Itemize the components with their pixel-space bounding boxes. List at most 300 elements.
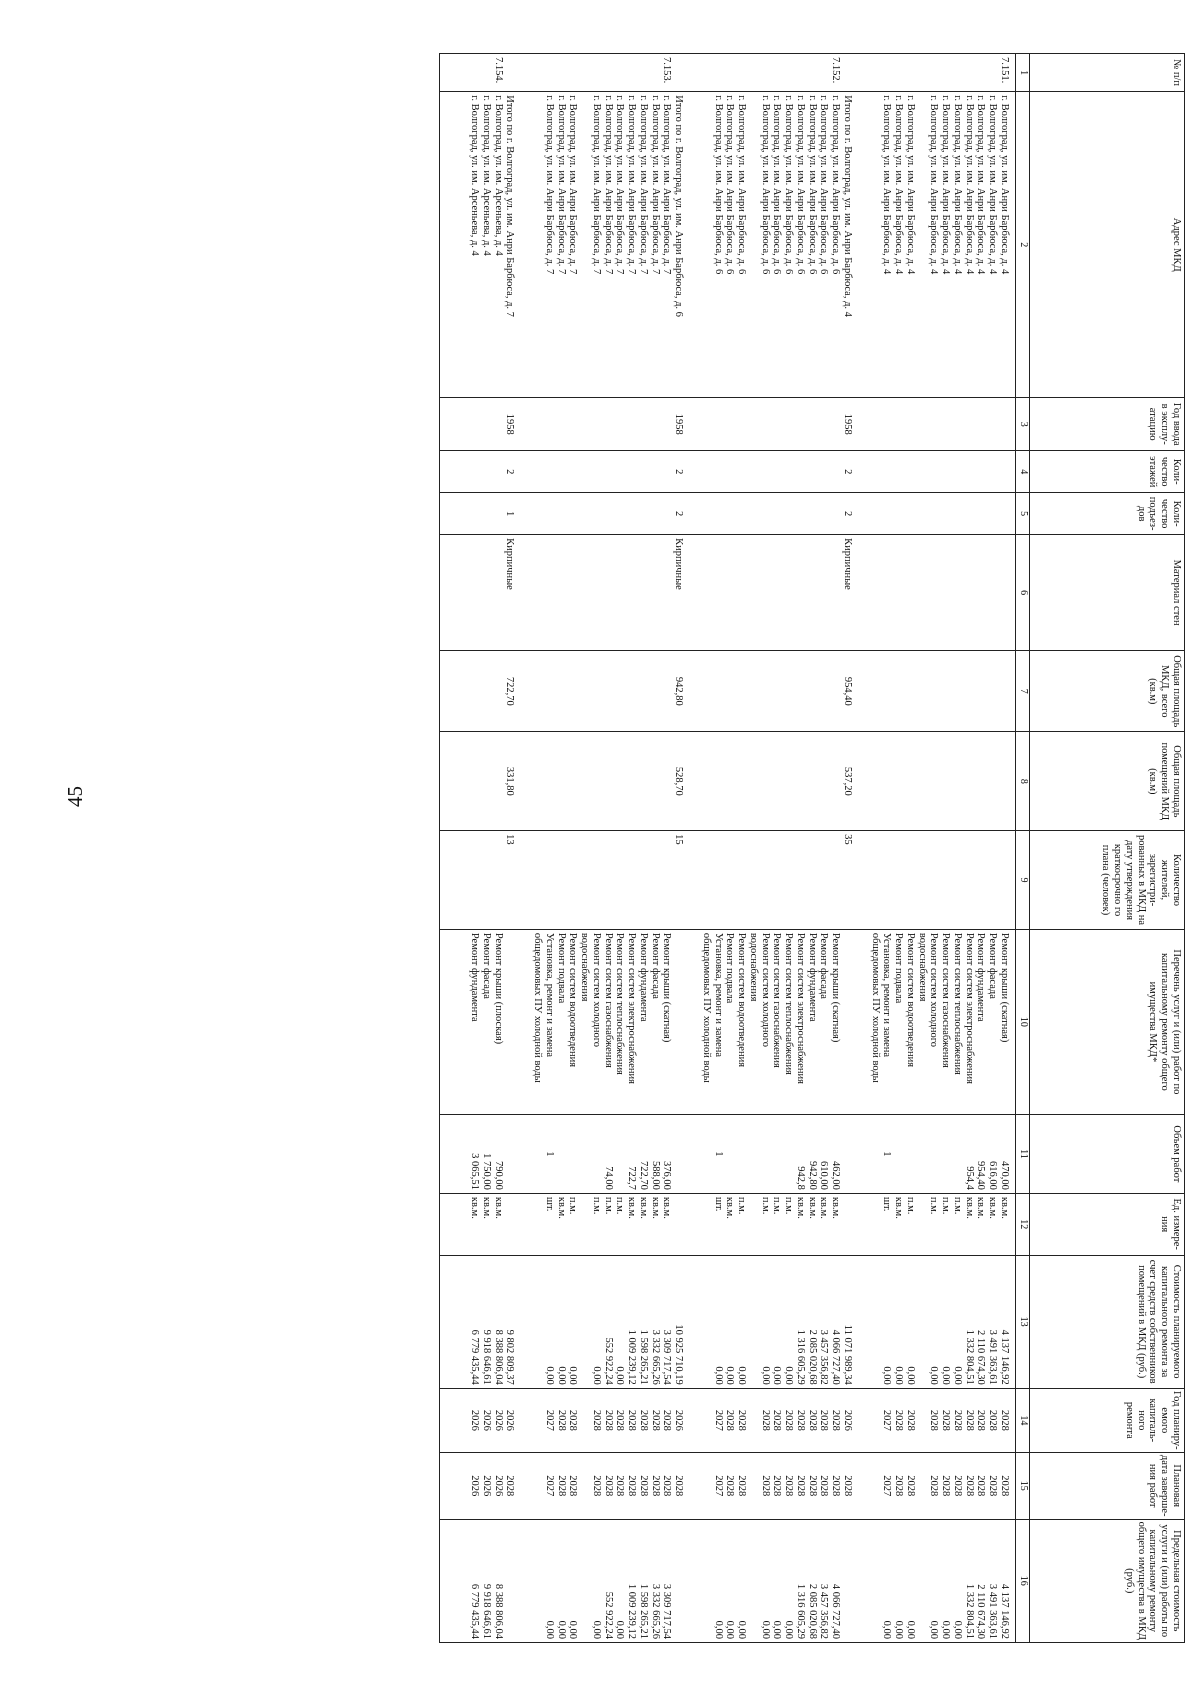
- cell-col-11: [673, 1114, 701, 1193]
- cell-col-11: [916, 1114, 940, 1193]
- cell-col-12: п.м.: [916, 1193, 940, 1255]
- cell-col-9: [747, 831, 771, 930]
- cell-col-13: 0,00: [940, 1255, 952, 1388]
- cell-col-1: [893, 54, 905, 92]
- column-number-13: 13: [1016, 1255, 1030, 1388]
- cell-col-11: [951, 1114, 963, 1193]
- cell-col-8: [830, 732, 842, 831]
- cell-col-1: [567, 54, 579, 92]
- cell-col-5: [951, 493, 963, 535]
- cell-col-6: [614, 535, 626, 651]
- cell-col-8: [555, 732, 567, 831]
- cell-col-8: [818, 732, 830, 831]
- cell-col-1: [480, 54, 492, 92]
- cell-col-2: г. Волгоград, ул. им. Анри Барбюса, д. 7: [649, 92, 661, 398]
- cell-col-6: [869, 535, 893, 651]
- cell-col-13: 6 779 435,44: [440, 1255, 481, 1388]
- cell-col-1: [841, 54, 869, 92]
- cell-col-1: [963, 54, 975, 92]
- cell-col-2: г. Волгоград, ул. им. Арсеньева, д. 4: [440, 92, 481, 398]
- cell-col-14: 2028: [830, 1388, 842, 1452]
- cell-col-5: [626, 493, 638, 535]
- cell-col-2: г. Волгоград, ул. им. Анри Барбюса, д. 7: [567, 92, 579, 398]
- cell-col-14: 2028: [567, 1388, 579, 1452]
- cell-col-3: [998, 398, 1015, 451]
- cell-col-11: [579, 1114, 603, 1193]
- cell-col-3: [637, 398, 649, 451]
- cell-col-8: [975, 732, 987, 831]
- cell-col-8: [440, 732, 481, 831]
- cell-col-15: 2028: [916, 1452, 940, 1519]
- cell-col-5: [818, 493, 830, 535]
- cell-col-14: 2027: [700, 1388, 724, 1452]
- cell-col-6: [602, 535, 614, 651]
- cell-col-2: г. Волгоград, ул. им. Анри Барбюса, д. 7: [532, 92, 556, 398]
- cell-col-7: [440, 651, 481, 732]
- cell-col-12: кв.м.: [998, 1193, 1015, 1255]
- cell-col-15: 2028: [504, 1452, 532, 1519]
- cell-col-13: 1 316 605,29: [794, 1255, 806, 1388]
- cell-col-11: 588,00: [649, 1114, 661, 1193]
- cell-col-2: г. Волгоград, ул. им. Анри Барбюса, д. 4: [916, 92, 940, 398]
- total-row: [504, 54, 532, 1643]
- cell-col-13: 11 071 989,34: [841, 1255, 869, 1388]
- cell-col-7: [614, 651, 626, 732]
- column-number-10: 10: [1016, 929, 1030, 1114]
- cell-col-14: 2028: [783, 1388, 795, 1452]
- cell-col-10: Ремонт подвала: [893, 929, 905, 1114]
- cell-col-11: 722,70: [637, 1114, 649, 1193]
- cell-col-5: [963, 493, 975, 535]
- cell-col-7: [904, 651, 916, 732]
- cell-col-12: п.м.: [747, 1193, 771, 1255]
- cell-col-8: [602, 732, 614, 831]
- cell-col-3: [916, 398, 940, 451]
- cell-col-15: 2028: [626, 1452, 638, 1519]
- cell-col-16: [673, 1519, 701, 1642]
- cell-col-5: [579, 493, 603, 535]
- cell-col-12: шт.: [700, 1193, 724, 1255]
- cell-col-15: 2028: [963, 1452, 975, 1519]
- cell-col-16: 3 332 665,26: [649, 1519, 661, 1642]
- cell-col-13: 0,00: [893, 1255, 905, 1388]
- cell-col-8: [649, 732, 661, 831]
- cell-col-16: 2 085 020,68: [806, 1519, 818, 1642]
- cell-col-13: 0,00: [700, 1255, 724, 1388]
- cell-col-7: [987, 651, 999, 732]
- cell-col-11: 376,00: [661, 1114, 673, 1193]
- cell-col-14: 2028: [806, 1388, 818, 1452]
- cell-col-2: г. Волгоград, ул. им. Анри Барбюса, д. 6: [700, 92, 724, 398]
- cell-col-12: п.м.: [771, 1193, 783, 1255]
- cell-col-9: [602, 831, 614, 930]
- cell-col-13: 552 922,24: [602, 1255, 614, 1388]
- cell-col-7: [661, 651, 673, 732]
- column-number-8: 8: [1016, 732, 1030, 831]
- cell-col-5: [649, 493, 661, 535]
- table-row: [626, 54, 638, 1643]
- cell-col-12: кв.м.: [987, 1193, 999, 1255]
- cell-col-7: 942,80: [673, 651, 701, 732]
- cell-col-14: 2026: [492, 1388, 504, 1452]
- cell-col-7: [806, 651, 818, 732]
- cell-col-12: п.м.: [940, 1193, 952, 1255]
- cell-col-6: [579, 535, 603, 651]
- cell-col-8: [480, 732, 492, 831]
- cell-col-10: Ремонт систем газоснабжения: [602, 929, 614, 1114]
- cell-col-9: [736, 831, 748, 930]
- cell-col-16: 2 110 674,30: [975, 1519, 987, 1642]
- cell-col-10: Ремонт систем холодного водоснабжения: [747, 929, 771, 1114]
- column-header-1: № п/п: [1030, 54, 1185, 92]
- cell-col-4: [830, 451, 842, 493]
- cell-col-10: Ремонт систем теплоснабжения: [951, 929, 963, 1114]
- table-row: [747, 54, 771, 1643]
- cell-col-5: [975, 493, 987, 535]
- column-number-1: 1: [1016, 54, 1030, 92]
- cell-col-9: [555, 831, 567, 930]
- cell-col-11: 942,8: [794, 1114, 806, 1193]
- cell-col-5: [869, 493, 893, 535]
- cell-col-1: [904, 54, 916, 92]
- cell-col-10: Ремонт фундамента: [975, 929, 987, 1114]
- cell-col-11: 790,00: [492, 1114, 504, 1193]
- column-number-15: 15: [1016, 1452, 1030, 1519]
- table-row: [700, 54, 724, 1643]
- cell-col-16: 0,00: [700, 1519, 724, 1642]
- cell-col-3: [567, 398, 579, 451]
- cell-col-4: [794, 451, 806, 493]
- cell-col-4: 2: [504, 451, 532, 493]
- cell-col-9: [661, 831, 673, 930]
- cell-col-6: [783, 535, 795, 651]
- table-row: [736, 54, 748, 1643]
- cell-col-16: 3 309 717,54: [661, 1519, 673, 1642]
- cell-col-6: [940, 535, 952, 651]
- cell-col-2: г. Волгоград, ул. им. Анри Барбюса, д. 6: [818, 92, 830, 398]
- cell-col-1: [614, 54, 626, 92]
- cell-col-14: 2028: [602, 1388, 614, 1452]
- table-row: [830, 54, 842, 1643]
- cell-col-6: [440, 535, 481, 651]
- cell-col-12: шт.: [532, 1193, 556, 1255]
- cell-col-11: 616,00: [987, 1114, 999, 1193]
- cell-col-7: [567, 651, 579, 732]
- cell-col-9: [626, 831, 638, 930]
- cell-col-4: [532, 451, 556, 493]
- cell-col-12: кв.м.: [649, 1193, 661, 1255]
- cell-col-13: 0,00: [532, 1255, 556, 1388]
- cell-col-15: 2028: [975, 1452, 987, 1519]
- cell-col-16: 0,00: [555, 1519, 567, 1642]
- cell-col-13: 0,00: [555, 1255, 567, 1388]
- cell-col-12: п.м.: [579, 1193, 603, 1255]
- column-number-7: 7: [1016, 651, 1030, 732]
- cell-col-7: [747, 651, 771, 732]
- cell-col-4: [555, 451, 567, 493]
- table-row: [649, 54, 661, 1643]
- cell-col-1: [747, 54, 771, 92]
- cell-col-4: [806, 451, 818, 493]
- cell-col-2: г. Волгоград, ул. им. Анри Барбюса, д. 7: [555, 92, 567, 398]
- cell-col-15: 2027: [869, 1452, 893, 1519]
- cell-col-5: [532, 493, 556, 535]
- cell-col-4: [987, 451, 999, 493]
- table-row: [998, 54, 1015, 1643]
- column-number-3: 3: [1016, 398, 1030, 451]
- cell-col-4: [724, 451, 736, 493]
- cell-col-7: [818, 651, 830, 732]
- column-header-6: Материал стен: [1030, 535, 1185, 651]
- cell-col-2: г. Волгоград, ул. им. Анри Барбюса, д. 4: [998, 92, 1015, 398]
- cell-col-15: 2028: [661, 1452, 673, 1519]
- cell-col-6: [806, 535, 818, 651]
- cell-col-5: [830, 493, 842, 535]
- cell-col-11: 470,00: [998, 1114, 1015, 1193]
- table-row: [532, 54, 556, 1643]
- cell-col-10: Установка, ремонт и замена общедомовых ПУ холодной воды: [869, 929, 893, 1114]
- column-header-2: Адрес МКД: [1030, 92, 1185, 398]
- cell-col-5: [440, 493, 481, 535]
- cell-col-1: [649, 54, 661, 92]
- cell-col-4: [579, 451, 603, 493]
- table-row: [940, 54, 952, 1643]
- cell-col-7: [893, 651, 905, 732]
- cell-col-13: 0,00: [771, 1255, 783, 1388]
- cell-col-7: [951, 651, 963, 732]
- cell-col-11: 954,4: [963, 1114, 975, 1193]
- cell-col-14: 2028: [771, 1388, 783, 1452]
- cell-col-16: 0,00: [783, 1519, 795, 1642]
- cell-col-1: [555, 54, 567, 92]
- cell-col-15: 2026: [492, 1452, 504, 1519]
- cell-col-11: [747, 1114, 771, 1193]
- cell-col-2: г. Волгоград, ул. им. Анри Барбюса, д. 6: [724, 92, 736, 398]
- cell-col-12: п.м.: [904, 1193, 916, 1255]
- cell-col-16: 1 316 605,29: [794, 1519, 806, 1642]
- cell-col-1: [771, 54, 783, 92]
- cell-col-1: [700, 54, 724, 92]
- header-row: [1030, 54, 1185, 1643]
- cell-col-11: 1 750,00: [480, 1114, 492, 1193]
- cell-col-2: г. Волгоград, ул. им. Анри Барбюса, д. 7: [579, 92, 603, 398]
- cell-col-15: 2028: [724, 1452, 736, 1519]
- cell-col-7: [830, 651, 842, 732]
- cell-col-4: [916, 451, 940, 493]
- cell-col-3: [771, 398, 783, 451]
- cell-col-9: [649, 831, 661, 930]
- cell-col-3: [614, 398, 626, 451]
- cell-col-3: [963, 398, 975, 451]
- cell-col-12: [504, 1193, 532, 1255]
- cell-col-14: 2026: [480, 1388, 492, 1452]
- cell-col-3: [951, 398, 963, 451]
- column-number-row: [1016, 54, 1030, 1643]
- cell-col-3: [532, 398, 556, 451]
- cell-col-6: [649, 535, 661, 651]
- cell-col-4: [736, 451, 748, 493]
- column-number-11: 11: [1016, 1114, 1030, 1193]
- cell-col-7: 722,70: [504, 651, 532, 732]
- cell-col-13: 0,00: [916, 1255, 940, 1388]
- cell-col-12: кв.м.: [637, 1193, 649, 1255]
- cell-col-7: [771, 651, 783, 732]
- cell-col-4: [614, 451, 626, 493]
- cell-col-8: [747, 732, 771, 831]
- cell-col-15: 2028: [736, 1452, 748, 1519]
- cell-col-4: [649, 451, 661, 493]
- cell-col-12: п.м.: [602, 1193, 614, 1255]
- cell-col-12: кв.м.: [818, 1193, 830, 1255]
- cell-col-5: [614, 493, 626, 535]
- cell-col-14: 2028: [661, 1388, 673, 1452]
- cell-col-5: [940, 493, 952, 535]
- cell-col-15: 2028: [987, 1452, 999, 1519]
- cell-col-7: 954,40: [841, 651, 869, 732]
- cell-col-14: 2028: [987, 1388, 999, 1452]
- column-header-14: Год планиру-емого капиталь-ного ремонта: [1030, 1388, 1185, 1452]
- cell-col-9: 13: [504, 831, 532, 930]
- cell-col-14: 2028: [724, 1388, 736, 1452]
- cell-col-1: 7.154.: [492, 54, 504, 92]
- cell-col-9: [567, 831, 579, 930]
- cell-col-9: [480, 831, 492, 930]
- cell-col-14: 2028: [626, 1388, 638, 1452]
- cell-col-7: [940, 651, 952, 732]
- cell-col-16: 0,00: [736, 1519, 748, 1642]
- cell-col-1: [602, 54, 614, 92]
- cell-col-8: [724, 732, 736, 831]
- cell-col-16: 4 137 146,92: [998, 1519, 1015, 1642]
- cell-col-9: [532, 831, 556, 930]
- cell-col-14: 2028: [951, 1388, 963, 1452]
- cell-col-4: 2: [841, 451, 869, 493]
- cell-col-15: 2028: [637, 1452, 649, 1519]
- cell-col-5: [492, 493, 504, 535]
- cell-col-13: 0,00: [724, 1255, 736, 1388]
- cell-col-4: [998, 451, 1015, 493]
- cell-col-7: [916, 651, 940, 732]
- table-row: [869, 54, 893, 1643]
- cell-col-11: [783, 1114, 795, 1193]
- cell-col-15: 2028: [673, 1452, 701, 1519]
- cell-col-16: 1 009 239,12: [626, 1519, 638, 1642]
- cell-col-16: 1 598 265,21: [637, 1519, 649, 1642]
- table-row: [987, 54, 999, 1643]
- cell-col-2: г. Волгоград, ул. им. Анри Барбюса, д. 6: [783, 92, 795, 398]
- cell-col-5: 2: [673, 493, 701, 535]
- table-row: [893, 54, 905, 1643]
- cell-col-7: [700, 651, 724, 732]
- cell-col-8: [637, 732, 649, 831]
- cell-col-8: [806, 732, 818, 831]
- cell-col-13: 1 598 265,21: [637, 1255, 649, 1388]
- cell-col-1: [916, 54, 940, 92]
- cell-col-8: [916, 732, 940, 831]
- cell-col-3: 1958: [841, 398, 869, 451]
- cell-col-5: [771, 493, 783, 535]
- cell-col-15: 2028: [940, 1452, 952, 1519]
- table-row: [771, 54, 783, 1643]
- cell-col-13: 1 009 239,12: [626, 1255, 638, 1388]
- cell-col-16: 0,00: [771, 1519, 783, 1642]
- cell-col-14: 2028: [904, 1388, 916, 1452]
- cell-col-3: 1958: [673, 398, 701, 451]
- cell-col-15: 2028: [794, 1452, 806, 1519]
- table-row: [492, 54, 504, 1643]
- cell-col-4: [818, 451, 830, 493]
- cell-col-2: г. Волгоград, ул. им. Анри Барбюса, д. 6: [806, 92, 818, 398]
- cell-col-8: [904, 732, 916, 831]
- cell-col-12: кв.м.: [492, 1193, 504, 1255]
- cell-col-9: [818, 831, 830, 930]
- column-header-3: Год ввода в эксплу-атацию: [1030, 398, 1185, 451]
- cell-col-13: 9 802 809,37: [504, 1255, 532, 1388]
- column-number-6: 6: [1016, 535, 1030, 651]
- cell-col-4: [893, 451, 905, 493]
- cell-col-2: Итого по г. Волгоград, ул. им. Анри Барбюса, д. 7: [504, 92, 532, 398]
- cell-col-5: 1: [504, 493, 532, 535]
- cell-col-12: кв.м.: [893, 1193, 905, 1255]
- cell-col-8: [567, 732, 579, 831]
- cell-col-1: [806, 54, 818, 92]
- cell-col-8: [661, 732, 673, 831]
- table-row: [951, 54, 963, 1643]
- cell-col-12: п.м.: [567, 1193, 579, 1255]
- cell-col-15: 2028: [806, 1452, 818, 1519]
- cell-col-14: 2028: [975, 1388, 987, 1452]
- cell-col-7: [869, 651, 893, 732]
- cell-col-10: [504, 929, 532, 1114]
- cell-col-16: 0,00: [724, 1519, 736, 1642]
- cell-col-12: кв.м.: [724, 1193, 736, 1255]
- cell-col-13: 4 066 727,40: [830, 1255, 842, 1388]
- cell-col-13: 0,00: [567, 1255, 579, 1388]
- cell-col-9: [579, 831, 603, 930]
- cell-col-11: [724, 1114, 736, 1193]
- cell-col-8: [893, 732, 905, 831]
- cell-col-2: г. Волгоград, ул. им. Арсеньева, д. 4: [492, 92, 504, 398]
- cell-col-2: г. Волгоград, ул. им. Анри Барбюса, д. 4: [893, 92, 905, 398]
- cell-col-14: 2028: [893, 1388, 905, 1452]
- cell-col-12: кв.м.: [963, 1193, 975, 1255]
- cell-col-9: [904, 831, 916, 930]
- cell-col-14: 2028: [614, 1388, 626, 1452]
- cell-col-9: 35: [841, 831, 869, 930]
- cell-col-12: п.м.: [736, 1193, 748, 1255]
- cell-col-14: 2028: [747, 1388, 771, 1452]
- cell-col-3: [904, 398, 916, 451]
- cell-col-6: [700, 535, 724, 651]
- cell-col-15: 2028: [614, 1452, 626, 1519]
- cell-col-5: [724, 493, 736, 535]
- cell-col-11: 954,40: [975, 1114, 987, 1193]
- cell-col-5: [736, 493, 748, 535]
- cell-col-16: 6 779 435,44: [440, 1519, 481, 1642]
- cell-col-11: [736, 1114, 748, 1193]
- cell-col-6: [736, 535, 748, 651]
- cell-col-10: Ремонт фундамента: [440, 929, 481, 1114]
- cell-col-15: 2028: [951, 1452, 963, 1519]
- cell-col-4: [567, 451, 579, 493]
- cell-col-3: [893, 398, 905, 451]
- cell-col-10: Ремонт крыши (скатная): [998, 929, 1015, 1114]
- cell-col-14: 2027: [532, 1388, 556, 1452]
- total-row: [841, 54, 869, 1643]
- cell-col-6: [747, 535, 771, 651]
- cell-col-8: [940, 732, 952, 831]
- cell-col-4: [700, 451, 724, 493]
